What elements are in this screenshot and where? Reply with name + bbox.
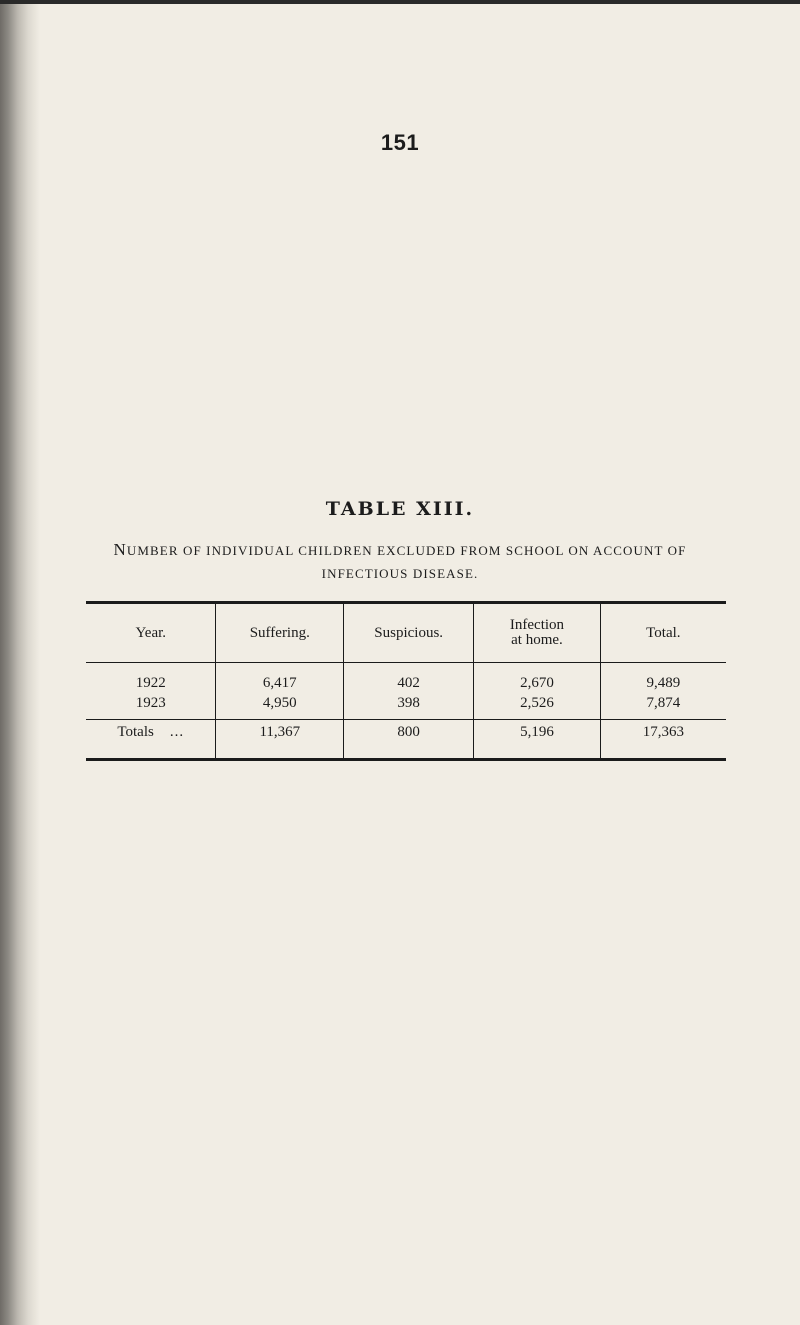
cell-total: 9,489 — [600, 663, 726, 694]
totals-total: 17,363 — [600, 720, 726, 760]
totals-suspicious: 800 — [344, 720, 474, 760]
header-year: Year. — [135, 624, 167, 641]
table-row — [86, 663, 726, 694]
totals-infection: 5,196 — [474, 720, 600, 760]
cell-infection: 2,670 — [474, 663, 600, 694]
table-caption-line-1 — [0, 540, 800, 560]
year-rows — [86, 663, 726, 720]
totals-leader-dots: ... — [169, 724, 185, 740]
cell-suspicious: 402 — [344, 663, 474, 694]
totals-label: Totals — [117, 724, 154, 740]
table-caption-line-2: INFECTIOUS DISEASE. — [321, 566, 479, 581]
header-row — [86, 603, 726, 663]
header-total: Total. — [600, 603, 726, 663]
caption-lead-letter: N — [113, 540, 127, 559]
table-header — [86, 603, 726, 663]
cell-year: 1922 — [135, 674, 166, 691]
totals-suffering: 11,367 — [216, 720, 344, 760]
cell-suffering: 6,417 — [216, 663, 344, 694]
table-row — [86, 693, 726, 720]
header-infection-line-1: Infection — [509, 617, 565, 633]
page-top-edge — [0, 0, 800, 4]
header-infection-at-home — [474, 603, 600, 663]
header-suspicious: Suspicious. — [344, 603, 474, 663]
table-title: TABLE XIII. — [325, 498, 475, 520]
page-number: 151 — [380, 130, 420, 155]
caption-line-1-text: UMBER OF INDIVIDUAL CHILDREN EXCLUDED FROM SCHOOL ON ACCOUNT OF — [126, 543, 687, 558]
totals-section — [86, 720, 726, 760]
exclusions-table — [86, 601, 726, 761]
cell-total: 7,874 — [600, 693, 726, 720]
cell-suspicious: 398 — [344, 693, 474, 720]
cell-infection: 2,526 — [474, 693, 600, 720]
header-suffering: Suffering. — [216, 603, 344, 663]
header-infection-line-2: at home. — [511, 632, 563, 648]
totals-row — [86, 720, 726, 760]
cell-suffering: 4,950 — [216, 693, 344, 720]
cell-year: 1923 — [135, 694, 166, 711]
totals-label-cell — [86, 720, 216, 760]
book-binding-shadow — [0, 0, 40, 1325]
